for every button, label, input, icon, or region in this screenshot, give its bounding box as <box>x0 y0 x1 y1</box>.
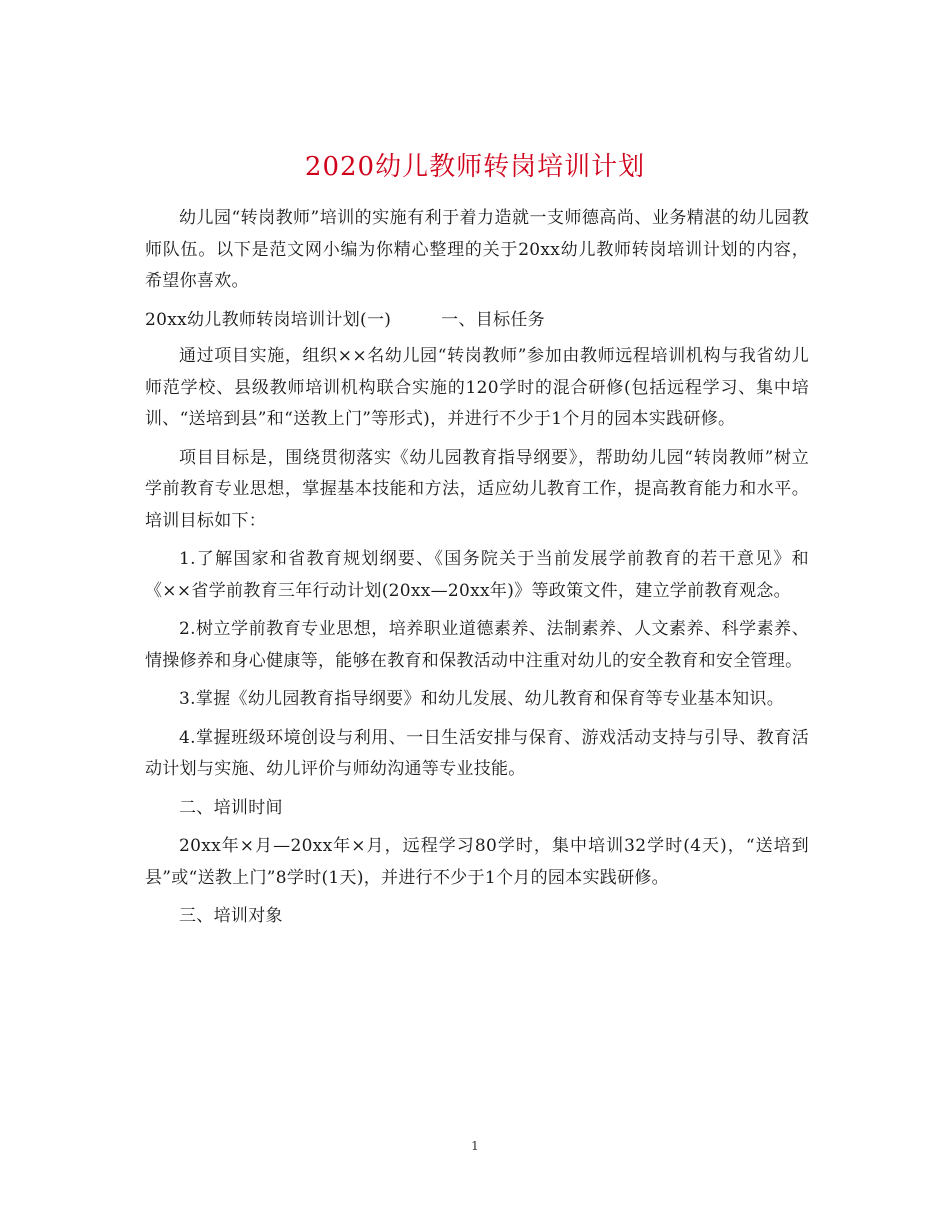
goal-paragraph: 项目目标是，围绕贯彻落实《幼儿园教育指导纲要》，帮助幼儿园“转岗教师”树立学前教育专业思想，掌握基本技能和方法，适应幼儿教育工作，提高教育能力和水平。培训目标如下： <box>145 447 809 531</box>
plan-heading-line <box>145 305 809 337</box>
section-heading-target: 三、培训对象 <box>179 906 283 926</box>
intro-paragraph: 幼儿园“转岗教师”培训的实施有利于着力造就一支师德高尚、业务精湛的幼儿园教师队伍。以下是范文网小编为你精心整理的关于20xx幼儿教师转岗培训计划的内容，希望你喜欢。 <box>145 208 809 291</box>
plan-heading: 20xx幼儿教师转岗培训计划(一) <box>145 309 392 330</box>
document-title: 2020幼儿教师转岗培训计划 <box>304 152 646 183</box>
goal-item-3: 3.掌握《幼儿园教育指导纲要》和幼儿发展、幼儿教育和保育等专业基本知识。 <box>179 689 785 709</box>
page-number: 1 <box>471 1139 479 1153</box>
goal-item-4: 4.掌握班级环境创设与利用、一日生活安排与保育、游戏活动支持与引导、教育活动计划与实施、幼儿评价与师幼沟通等专业技能。 <box>145 727 809 779</box>
goal-item-2: 2.树立学前教育专业思想，培养职业道德素养、法制素养、人文素养、科学素养、情操修养和身心健康等，能够在教育和保教活动中注重对幼儿的安全教育和安全管理。 <box>145 619 809 671</box>
time-paragraph: 20xx年×月—20xx年×月，远程学习80学时，集中培训32学时(4天)，“送培到县”或“送教上门”8学时(1天)，并进行不少于1个月的园本实践研修。 <box>145 836 809 888</box>
implementation-paragraph: 通过项目实施，组织××名幼儿园“转岗教师”参加由教师远程培训机构与我省幼儿师范学校、县级教师培训机构联合实施的120学时的混合研修(包括远程学习、集中培训、“送培到县”和“送教上门”等形式)，并进行不少于1个月的园本实践研修。 <box>145 346 809 429</box>
goal-item-1: 1.了解国家和省教育规划纲要、《国务院关于当前发展学前教育的若干意见》和《××省学前教育三年行动计划(20xx—20xx年)》等政策文件，建立学前教育观念。 <box>145 549 809 601</box>
section-heading-time: 二、培训时间 <box>179 797 283 818</box>
section-heading-goals: 一、目标任务 <box>441 309 545 330</box>
document-body <box>145 203 809 940</box>
